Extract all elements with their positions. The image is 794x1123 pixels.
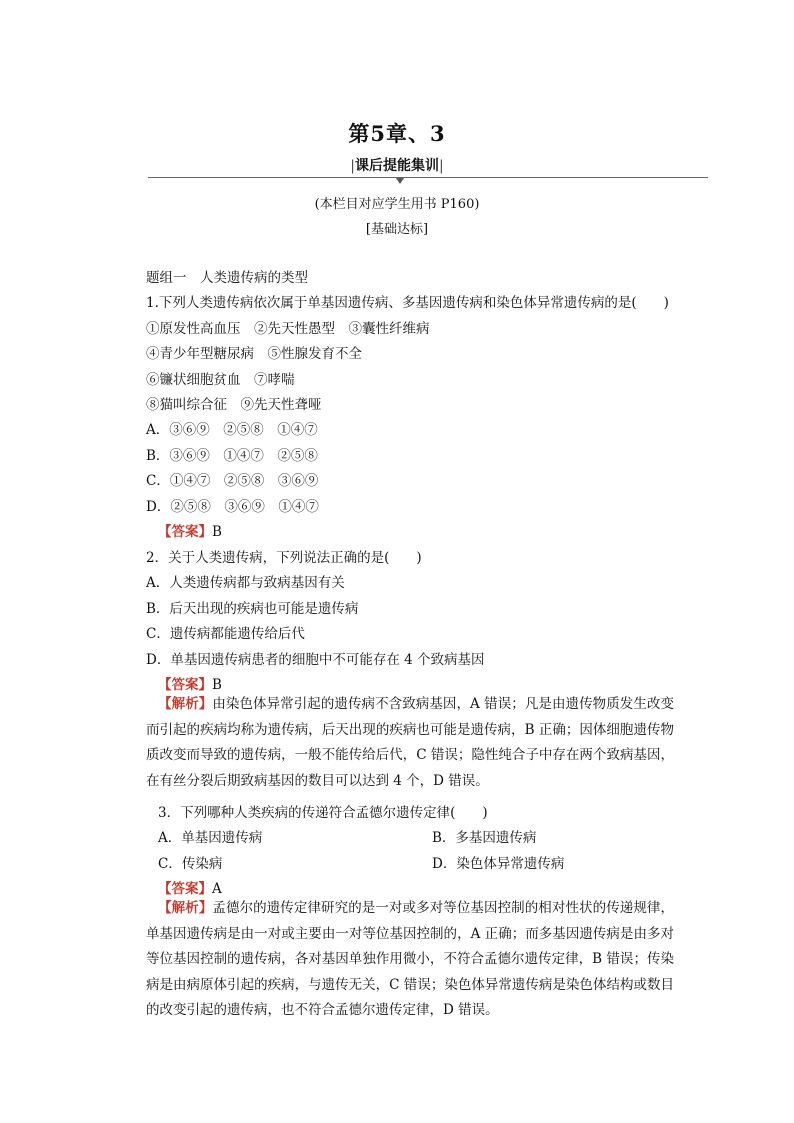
question-1-option-d: D．②⑤⑧ ③⑥⑨ ①④⑦ bbox=[146, 499, 319, 515]
question-3-option-b: B．多基因遗传病 bbox=[432, 830, 537, 846]
answer-tag: 【答案】 bbox=[158, 524, 212, 540]
question-1-stem: 1.下列人类遗传病依次属于单基因遗传病、多基因遗传病和染色体异常遗传病的是( ) bbox=[146, 295, 669, 311]
question-1-option-c: C．①④⑦ ②⑤⑧ ③⑥⑨ bbox=[146, 473, 319, 489]
group-heading: 题组一 人类遗传病的类型 bbox=[146, 270, 308, 286]
answer-value: A bbox=[212, 881, 222, 897]
banner-left-bar: | bbox=[350, 158, 355, 174]
analysis-tag: 【解析】 bbox=[158, 696, 213, 712]
chapter-title: 第5章、3 bbox=[348, 121, 446, 146]
question-2-analysis bbox=[146, 692, 674, 794]
analysis-text: 孟德尔的遗传定律研究的是一对或多对等位基因控制的相对性状的传递规律，单基因遗传病是由一对或主要由一对等位基因控制的，A 正确；而多基因遗传病是由多对等位基因控制的遗传病，各对基因单独作用微小，不符合孟德尔遗传定律，B 错误；传染病是由病原体引起的疾病，与遗传无关，C 错误；染色体异常遗传病是染色体结构或数目的改变引起的遗传病，也不符合孟德尔遗传定律，D 错误。 bbox=[146, 900, 675, 1018]
banner-text: 课后提能集训 bbox=[355, 158, 439, 174]
analysis-text: 由染色体异常引起的遗传病不含致病基因，A 错误；凡是由遗传物质发生改变而引起的疾病均称为遗传病，后天出现的疾病也可能是遗传病，B 正确；因体细胞遗传物质改变而导致的遗传病，一般不能传给后代，C 错误；隐性纯合子中存在两个致病基因，在有丝分裂后期致病基因的数目可以达到 4 个，D 错误。 bbox=[146, 696, 674, 789]
question-2-answer bbox=[158, 673, 222, 693]
answer-value: B bbox=[212, 677, 222, 693]
answer-tag: 【答案】 bbox=[158, 881, 212, 897]
question-1-answer bbox=[158, 520, 222, 540]
section-label: [基础达标] bbox=[365, 222, 429, 237]
banner-divider bbox=[148, 177, 708, 178]
question-1-item: ⑥镰状细胞贫血 ⑦哮喘 bbox=[146, 372, 295, 388]
question-2-stem: 2．关于人类遗传病，下列说法正确的是( ) bbox=[146, 550, 422, 566]
question-1-item: ④青少年型糖尿病 ⑤性腺发育不全 bbox=[146, 346, 362, 362]
textbook-reference-note: (本栏目对应学生用书 P160) bbox=[314, 197, 480, 212]
question-2-option-a: A．人类遗传病都与致病基因有关 bbox=[146, 575, 345, 591]
question-1-item: ①原发性高血压 ②先天性愚型 ③囊性纤维病 bbox=[146, 321, 430, 337]
question-3-option-d: D．染色体异常遗传病 bbox=[432, 856, 565, 872]
question-2-option-c: C．遗传病都能遗传给后代 bbox=[146, 626, 305, 642]
answer-tag: 【答案】 bbox=[158, 677, 212, 693]
question-3-analysis bbox=[146, 896, 674, 1024]
question-3-stem: 3．下列哪种人类疾病的传递符合孟德尔遗传定律( ) bbox=[158, 805, 488, 821]
answer-value: B bbox=[212, 524, 222, 540]
question-3-option-a: A．单基因遗传病 bbox=[158, 830, 263, 846]
question-2-option-b: B．后天出现的疾病也可能是遗传病 bbox=[146, 601, 359, 617]
down-triangle-icon bbox=[396, 178, 404, 184]
question-1-item: ⑧猫叫综合征 ⑨先天性聋哑 bbox=[146, 397, 322, 413]
question-2-option-d: D．单基因遗传病患者的细胞中不可能存在 4 个致病基因 bbox=[146, 652, 485, 668]
question-3-option-c: C．传染病 bbox=[158, 856, 223, 872]
question-3-answer bbox=[158, 877, 222, 897]
question-1-option-a: A．③⑥⑨ ②⑤⑧ ①④⑦ bbox=[146, 422, 318, 438]
banner-right-bar: | bbox=[439, 158, 444, 174]
section-banner bbox=[0, 155, 794, 175]
question-1-option-b: B．③⑥⑨ ①④⑦ ②⑤⑧ bbox=[146, 448, 318, 464]
analysis-tag: 【解析】 bbox=[158, 900, 213, 916]
